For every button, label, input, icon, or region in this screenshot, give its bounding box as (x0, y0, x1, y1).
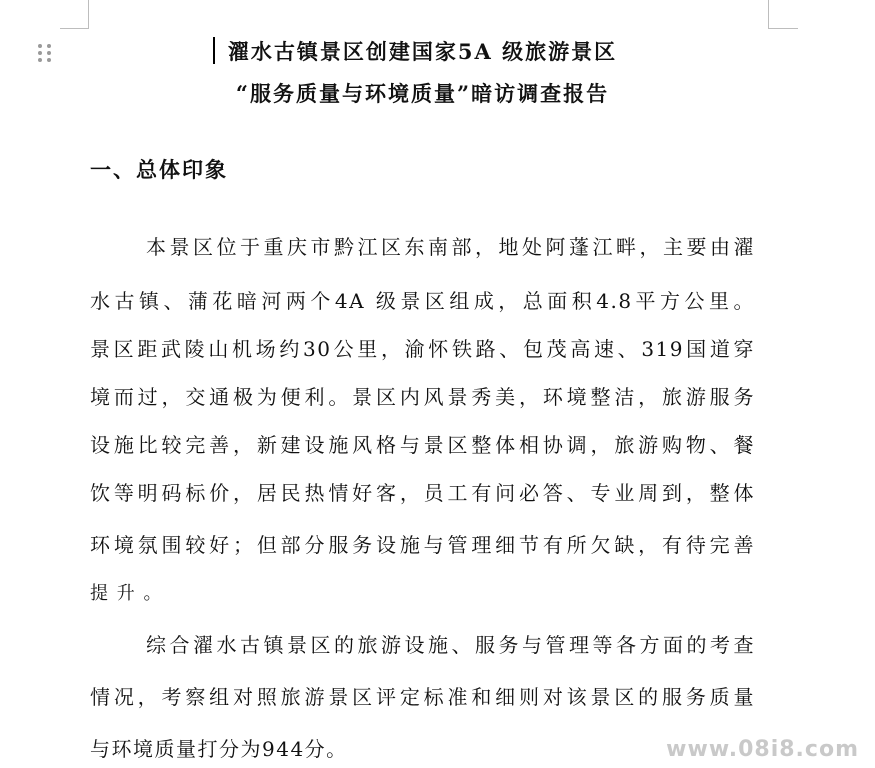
paragraph-1-line-6[interactable]: 饮等明码标价，居民热情好客，员工有问必答、专业周到，整体 (90, 481, 755, 505)
margin-guide-top-left (88, 0, 89, 28)
margin-guide-top-right-horizontal (768, 28, 798, 29)
paragraph-1-line-7[interactable]: 环境氛围较好；但部分服务设施与管理细节有所欠缺，有待完善 (90, 533, 755, 557)
paragraph-1-line-2[interactable]: 水古镇、蒲花暗河两个4A 级景区组成，总面积4.8平方公里。 (90, 289, 755, 313)
document-title-line-2[interactable]: “服务质量与环境质量”暗访调查报告 (235, 81, 610, 106)
text-cursor (213, 37, 215, 64)
paragraph-1-line-8[interactable]: 提 升 。 (90, 583, 163, 604)
paragraph-2-line-2[interactable]: 情况，考察组对照旅游景区评定标准和细则对该景区的服务质量 (90, 685, 755, 709)
paragraph-1-line-5[interactable]: 设施比较完善，新建设施风格与景区整体相协调，旅游购物、餐 (90, 433, 755, 457)
paragraph-1-line-1[interactable]: 本景区位于重庆市黔江区东南部，地处阿蓬江畔，主要由濯 (146, 235, 755, 259)
document-title-line-1[interactable]: 濯水古镇景区创建国家5A 级旅游景区 (227, 39, 618, 64)
paragraph-2-line-1[interactable]: 综合濯水古镇景区的旅游设施、服务与管理等各方面的考查 (146, 633, 755, 657)
paragraph-1-line-4[interactable]: 境而过，交通极为便利。景区内风景秀美，环境整洁，旅游服务 (90, 385, 755, 409)
paragraph-2-line-3[interactable]: 与环境质量打分为944分。 (90, 737, 348, 761)
margin-guide-top-left-horizontal (60, 28, 89, 29)
site-watermark: www.08i8.com (666, 737, 859, 762)
section-heading-overall-impression[interactable]: 一、总体印象 (90, 157, 228, 182)
margin-guide-top-right (768, 0, 769, 28)
paragraph-drag-handle-icon[interactable] (38, 44, 52, 64)
paragraph-1-line-3[interactable]: 景区距武陵山机场约30公里，渝怀铁路、包茂高速、319国道穿 (90, 337, 755, 361)
